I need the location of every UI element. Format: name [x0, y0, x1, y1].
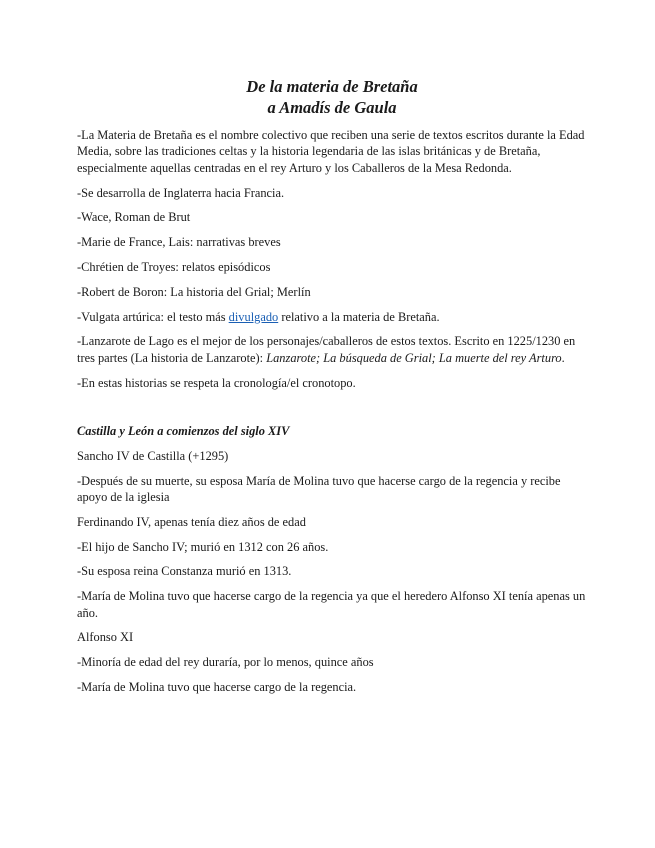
paragraph-cronologia: -En estas historias se respeta la cronología/el cronotopo. [77, 375, 356, 390]
section-heading-castilla: Castilla y León a comienzos del siglo XIV [77, 424, 290, 438]
vulgata-text-before: -Vulgata artúrica: el testo más [77, 309, 229, 324]
paragraph-lanzarote [77, 333, 587, 366]
lanzarote-period: . [561, 350, 565, 365]
paragraph-chretien: -Chrétien de Troyes: relatos episódicos [77, 260, 271, 274]
paragraph-robert: -Robert de Boron: La historia del Grial; Merlín [77, 284, 311, 299]
paragraph-fernando-item-3: -María de Molina tuvo que hacerse cargo de la regencia ya que el heredero Alfonso XI tenía apenas un año. [77, 589, 586, 620]
paragraph-sancho-item: -Después de su muerte, su esposa María de Molina tuvo que hacerse cargo de la regencia y recibe apoyo de la iglesia [77, 473, 561, 504]
document-page [77, 76, 587, 704]
paragraph-wace: -Wace, Roman de Brut [77, 210, 191, 225]
lanzarote-text: -Lanzarote de Lago es el mejor de los personajes/caballeros de estos textos. Escrito en 1225/1230 en tres partes (La historia de Lanzarote): [77, 334, 576, 365]
paragraph-fernando-item-2: -Su esposa reina Constanza murió en 1313. [77, 564, 292, 579]
paragraph-sancho: Sancho IV de Castilla (+1295) [77, 448, 229, 463]
vulgata-text-after: relativo a la materia de Bretaña. [278, 309, 440, 324]
intro-paragraph: -La Materia de Bretaña es el nombre colectivo que reciben una serie de textos escritos durante la Edad Media, sobre las tradiciones celtas y la historia legendaria de las islas británicas y de Bretaña, especialmente aquellas centradas en el rey Arturo y los Caballeros de la Mesa Redonda. [77, 128, 585, 175]
paragraph-alfonso: Alfonso XI [77, 630, 134, 645]
lanzarote-titles: Lanzarote; La búsqueda de Grial; La muerte del rey Arturo [266, 350, 562, 365]
divulgado-link[interactable]: divulgado [228, 309, 279, 324]
title-line-2: a Amadís de Gaula [267, 98, 397, 117]
paragraph-vulgata [77, 309, 587, 325]
title-line-1: De la materia de Bretaña [246, 77, 418, 96]
paragraph-fernando: Ferdinando IV, apenas tenía diez años de edad [77, 514, 306, 529]
paragraph-inglaterra: -Se desarrolla de Inglaterra hacia Francia. [77, 185, 285, 200]
paragraph-marie: -Marie de France, Lais: narrativas breves [77, 235, 281, 250]
document-title [77, 76, 587, 118]
paragraph-fernando-item-1: -El hijo de Sancho IV; murió en 1312 con 26 años. [77, 539, 329, 554]
paragraph-alfonso-item-1: -Minoría de edad del rey duraría, por lo menos, quince años [77, 655, 374, 670]
paragraph-alfonso-item-2: -María de Molina tuvo que hacerse cargo de la regencia. [77, 679, 357, 694]
